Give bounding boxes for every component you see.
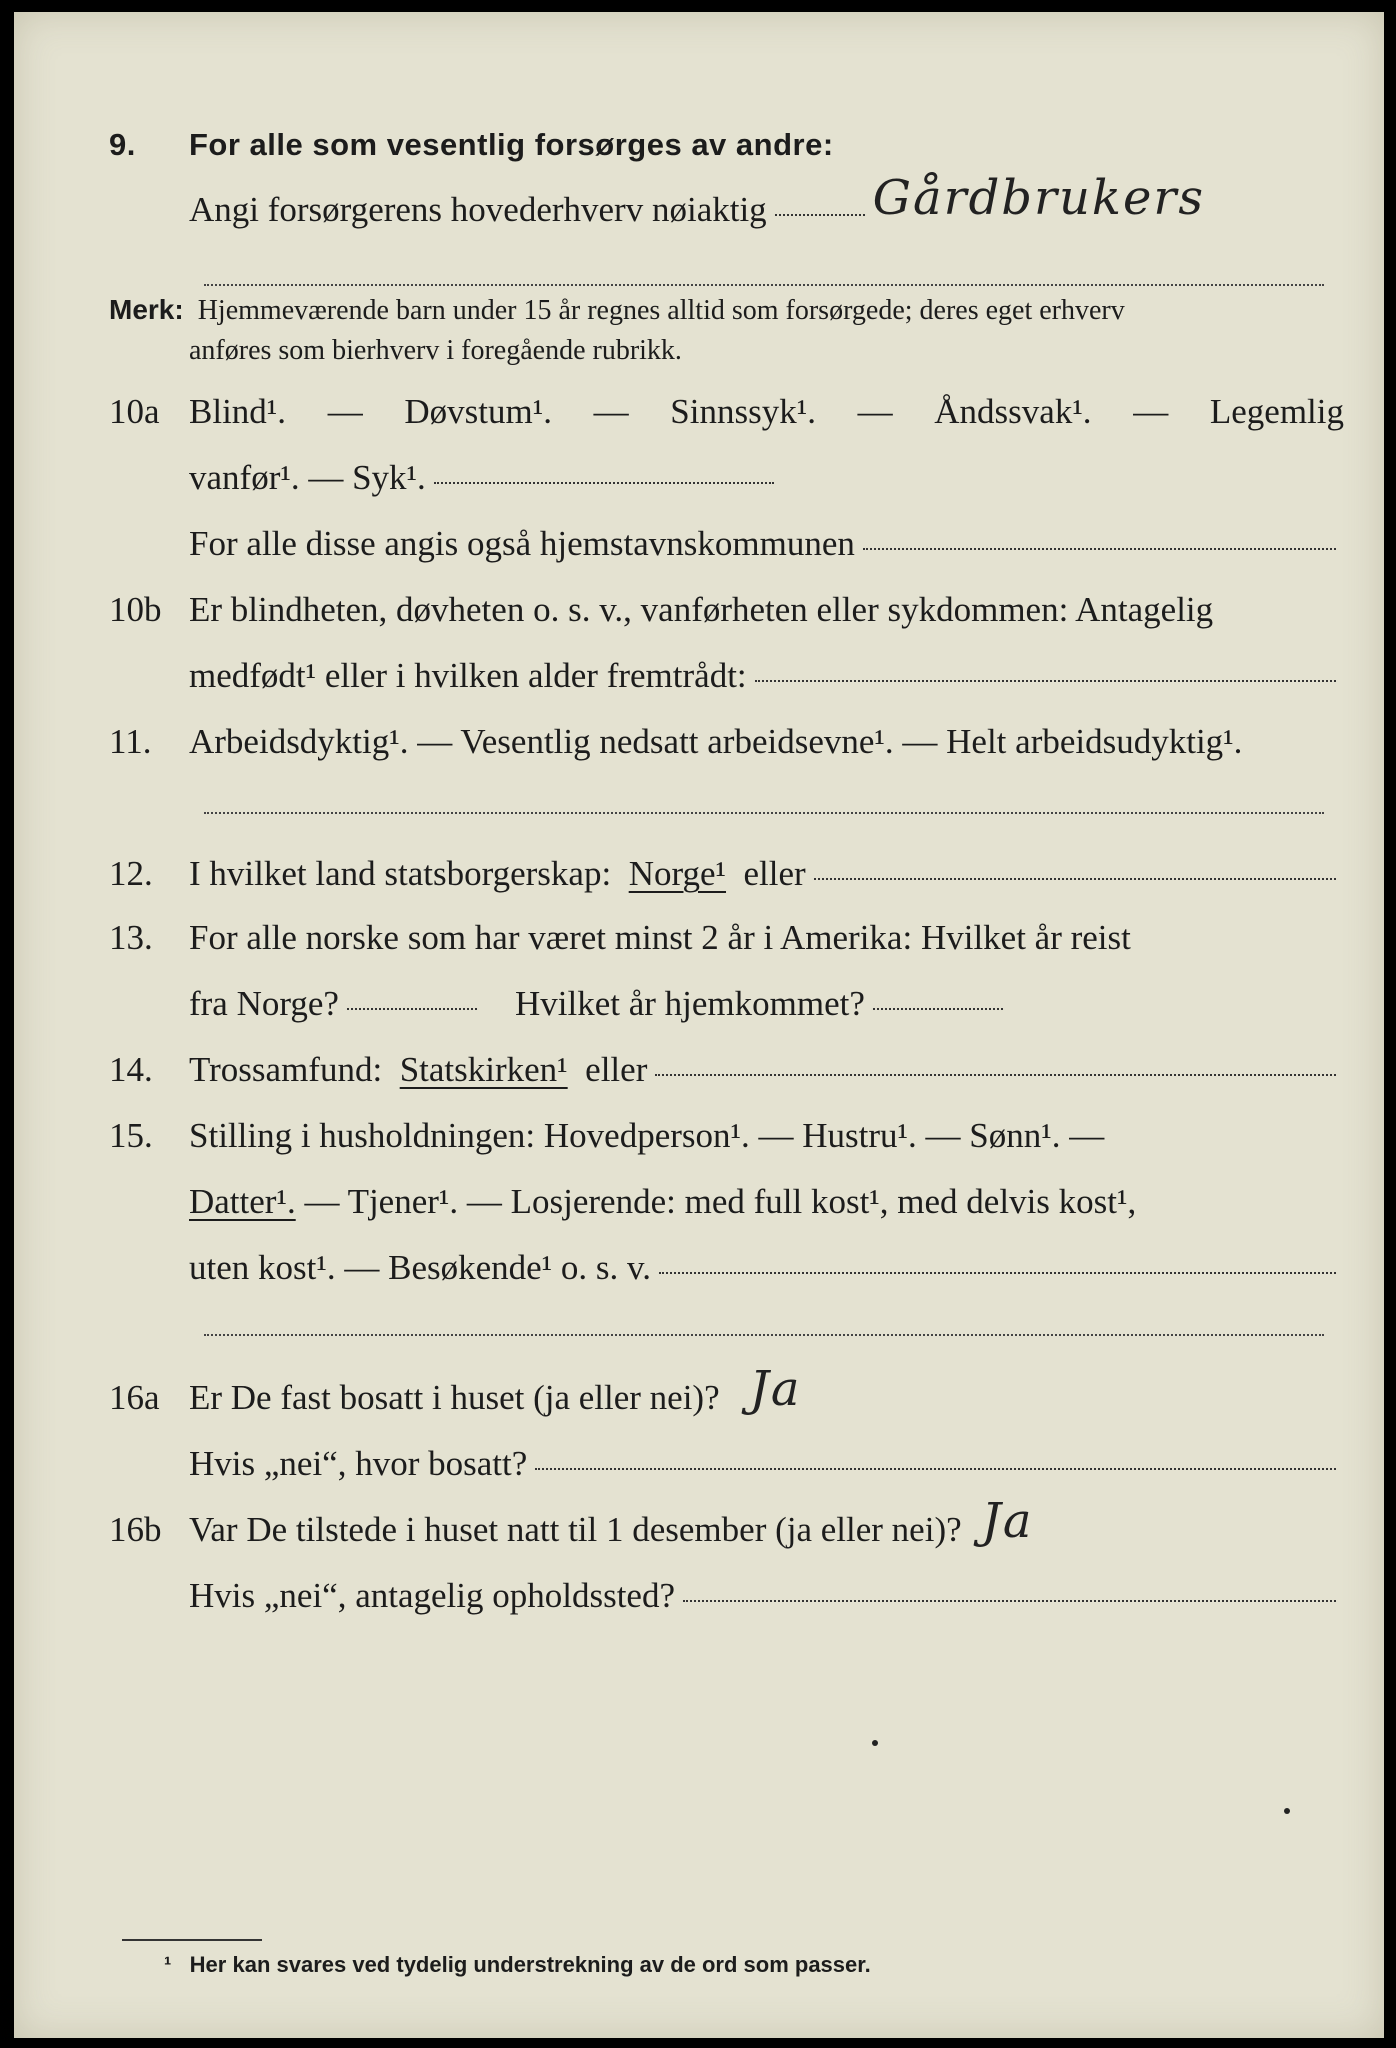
q13-number: 13. xyxy=(109,918,153,957)
q13-row2 xyxy=(14,974,1384,1034)
q15-row2 xyxy=(14,1172,1384,1232)
q15-line1: Stilling i husholdningen: Hovedperson¹. — Hustru¹. — Sønn¹. — xyxy=(189,1116,1105,1155)
q12-dots xyxy=(814,878,1336,880)
q13-line2a-dots xyxy=(347,1008,477,1010)
q15-underlined-answer: Datter¹. xyxy=(189,1182,296,1221)
q10a-opt-6: Åndssvak¹. xyxy=(934,392,1092,431)
q15-separator xyxy=(204,1334,1324,1336)
q14-number: 14. xyxy=(109,1050,153,1089)
q10b-line2-dots xyxy=(755,680,1336,682)
q13-row1 xyxy=(14,908,1384,968)
q12-underlined-answer: Norge¹ xyxy=(628,854,727,893)
q16a-answer-handwritten: Ja xyxy=(749,1361,802,1417)
merk-line2: anføres som bierhverv i foregående rubrikk. xyxy=(189,335,682,366)
q16a-row1 xyxy=(14,1361,1384,1428)
q10b-number: 10b xyxy=(109,590,162,629)
q16a-number: 16a xyxy=(109,1378,160,1417)
q15-line3: uten kost¹. — Besøkende¹ o. s. v. xyxy=(189,1248,652,1287)
q10a-row2 xyxy=(14,448,1384,508)
q10a-opt-8: Legemlig xyxy=(1209,392,1344,431)
q14-underlined-answer: Statskirken¹ xyxy=(399,1050,568,1089)
q14-post: eller xyxy=(585,1050,648,1089)
q15-line2-rest: — Tjener¹. — Losjerende: med full kost¹, med delvis kost¹, xyxy=(304,1182,1137,1221)
q10a-row1 xyxy=(14,382,1384,442)
q16b-answer-handwritten: Ja xyxy=(981,1493,1034,1549)
q10b-row1 xyxy=(14,580,1384,640)
q10a-opt-0: Blind¹. xyxy=(189,392,287,431)
q10a-opt-3: — xyxy=(593,392,629,431)
q10a-opt-2: Døvstum¹. xyxy=(404,392,552,431)
q16a-line2-dots xyxy=(535,1468,1336,1470)
merk-note xyxy=(109,290,1349,371)
q12-row xyxy=(14,844,1384,904)
q11-line1: Arbeidsdyktig¹. — Vesentlig nedsatt arbeidsevne¹. — Helt arbeidsudyktig¹. xyxy=(189,722,1243,761)
q10b-line1: Er blindheten, døvheten o. s. v., vanførheten eller sykdommen: Antagelig xyxy=(189,590,1214,629)
q11-separator xyxy=(204,812,1324,814)
q9-title-row xyxy=(14,115,1384,175)
q11-number: 11. xyxy=(109,722,152,761)
q10a-row3 xyxy=(14,514,1384,574)
q13-line2a: fra Norge? xyxy=(189,984,339,1023)
footnote-text: Her kan svares ved tydelig understrekning av de ord som passer. xyxy=(189,1952,871,1977)
q10a-line2: vanfør¹. — Syk¹. xyxy=(189,458,426,497)
footnote xyxy=(164,1952,871,1978)
q14-dots xyxy=(655,1074,1336,1076)
q10a-line3-dots xyxy=(863,548,1336,550)
q9-separator xyxy=(204,284,1324,286)
q10b-line2: medfødt¹ eller i hvilken alder fremtrådt: xyxy=(189,656,747,695)
q10a-opt-5: — xyxy=(857,392,893,431)
q14-row xyxy=(14,1040,1384,1100)
q10a-opt-4: Sinnssyk¹. xyxy=(670,392,816,431)
q9-number: 9. xyxy=(109,127,136,162)
q12-number: 12. xyxy=(109,854,153,893)
q14-question: Trossamfund: xyxy=(189,1050,383,1089)
merk-line1: Hjemmeværende barn under 15 år regnes alltid som forsørgede; deres eget erhverv xyxy=(197,295,1125,326)
footnote-rule xyxy=(122,1939,262,1941)
q16a-row2 xyxy=(14,1434,1384,1494)
q15-line3-dots xyxy=(659,1272,1336,1274)
q16a-line2: Hvis „nei“, hvor bosatt? xyxy=(189,1444,528,1483)
q13-line2b-dots xyxy=(873,1008,1003,1010)
q13-line1: For alle norske som har været minst 2 år i Amerika: Hvilket år reist xyxy=(189,918,1131,957)
q10a-opt-1: — xyxy=(327,392,363,431)
q10b-row2 xyxy=(14,646,1384,706)
q13-line2b: Hvilket år hjemkommet? xyxy=(514,984,865,1023)
q16b-row2 xyxy=(14,1566,1384,1626)
q16b-line2-dots xyxy=(683,1600,1336,1602)
q12-question: I hvilket land statsborgerskap: xyxy=(189,854,612,893)
q9-occupation-label: Angi forsørgerens hovederhverv nøiaktig xyxy=(189,190,767,229)
q9-title: For alle som vesentlig forsørges av andre: xyxy=(189,127,834,162)
q10a-number: 10a xyxy=(109,392,160,431)
q16b-row1 xyxy=(14,1493,1384,1560)
q16a-line1: Er De fast bosatt i huset (ja eller nei)? xyxy=(189,1378,720,1417)
q11-row xyxy=(14,712,1384,772)
q10a-opt-7: — xyxy=(1133,392,1169,431)
q15-number: 15. xyxy=(109,1116,153,1155)
paper-speck xyxy=(872,1740,878,1746)
q16b-number: 16b xyxy=(109,1510,162,1549)
q12-post: eller xyxy=(743,854,806,893)
census-form-page xyxy=(14,12,1384,2038)
merk-label: Merk: xyxy=(109,294,184,325)
q9-occupation-row xyxy=(14,170,1384,240)
q15-row3 xyxy=(14,1238,1384,1298)
q9-dotted-line xyxy=(775,214,865,216)
q10a-options xyxy=(189,392,1344,432)
q16b-line1: Var De tilstede i huset natt til 1 desember (ja eller nei)? xyxy=(189,1510,962,1549)
q9-answer-handwritten: Gårdbrukers xyxy=(872,170,1205,226)
q10a-line3: For alle disse angis også hjemstavnskommunen xyxy=(189,524,855,563)
q16b-line2: Hvis „nei“, antagelig opholdssted? xyxy=(189,1576,675,1615)
paper-speck xyxy=(1284,1808,1290,1814)
q10a-line2-dots xyxy=(434,482,774,484)
q15-row1 xyxy=(14,1106,1384,1166)
footnote-marker: ¹ xyxy=(164,1952,172,1977)
